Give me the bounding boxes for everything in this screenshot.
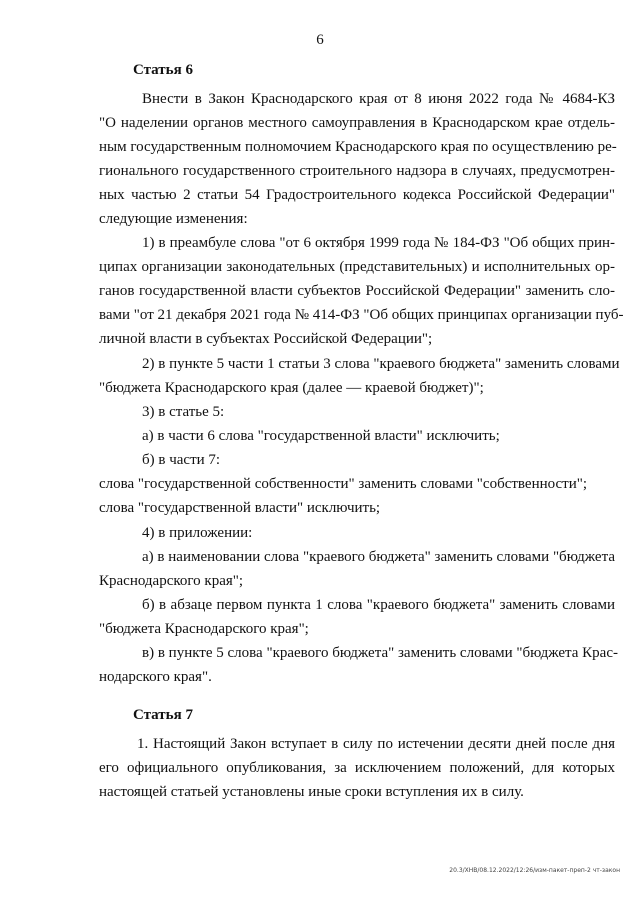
article-6-line: 2) в пункте 5 части 1 статьи 3 слова "краевого бюджета" заменить словами <box>142 356 620 372</box>
article-6-line: 4) в приложении: <box>142 525 253 541</box>
article-6-line: 1) в преамбуле слова "от 6 октября 1999 года № 184-ФЗ "Об общих прин- <box>142 235 615 251</box>
document-footer-code: 20.3/XHB/08.12.2022/12:26/изм-пакет-преп-2 чт-закон <box>449 867 620 874</box>
article-6-line: "бюджета Краснодарского края"; <box>99 621 309 637</box>
article-6-line: Краснодарского края"; <box>99 573 244 589</box>
article-7-line: 1. Настоящий Закон вступает в силу по истечении десяти дней после дня <box>137 736 615 752</box>
article-6-line: слова "государственной власти" исключить; <box>99 500 381 516</box>
article-6-line: ных частью 2 статьи 54 Градостроительного кодекса Российской Федерации" <box>99 187 615 203</box>
page-number: 6 <box>316 32 324 48</box>
article-6-line: следующие изменения: <box>99 211 248 227</box>
article-6-line: б) в абзаце первом пункта 1 слова "краевого бюджета" заменить словами <box>142 597 615 613</box>
article-7-line: его официального опубликования, за исключением положений, для которых <box>99 760 615 776</box>
article-6-line: а) в наименовании слова "краевого бюджета" заменить словами "бюджета <box>142 549 615 565</box>
article-6-line: ганов государственной власти субъектов Российской Федерации" заменить сло- <box>99 283 615 299</box>
article-6-line: "О наделении органов местного самоуправления в Краснодарском крае отдель- <box>99 115 615 131</box>
article-6-line: Внести в Закон Краснодарского края от 8 июня 2022 года № 4684-КЗ <box>142 91 615 107</box>
article-6-line: нодарского края". <box>99 669 212 685</box>
article-6-line: гионального государственного строительного надзора в случаях, предусмотрен- <box>99 163 615 179</box>
article-6-line: слова "государственной собственности" заменить словами "собственности"; <box>99 476 588 492</box>
article-6-line: "бюджета Краснодарского края (далее — краевой бюджет)"; <box>99 380 484 396</box>
article-6-heading: Статья 6 <box>133 62 193 78</box>
article-7-line: настоящей статьей установлены иные сроки вступления их в силу. <box>99 784 524 800</box>
article-6-line: вами "от 21 декабря 2021 года № 414-ФЗ "Об общих принципах организации пуб- <box>99 307 624 323</box>
article-6-line: в) в пункте 5 слова "краевого бюджета" заменить словами "бюджета Крас- <box>142 645 618 661</box>
article-6-line: ным государственным полномочием Краснодарского края по осуществлению ре- <box>99 139 617 155</box>
article-7-heading: Статья 7 <box>133 707 193 723</box>
article-6-line: б) в части 7: <box>142 452 221 468</box>
article-6-line: ципах организации законодательных (представительных) и исполнительных ор- <box>99 259 615 275</box>
article-6-line: личной власти в субъектах Российской Федерации"; <box>99 331 433 347</box>
article-6-line: а) в части 6 слова "государственной власти" исключить; <box>142 428 500 444</box>
article-6-line: 3) в статье 5: <box>142 404 225 420</box>
